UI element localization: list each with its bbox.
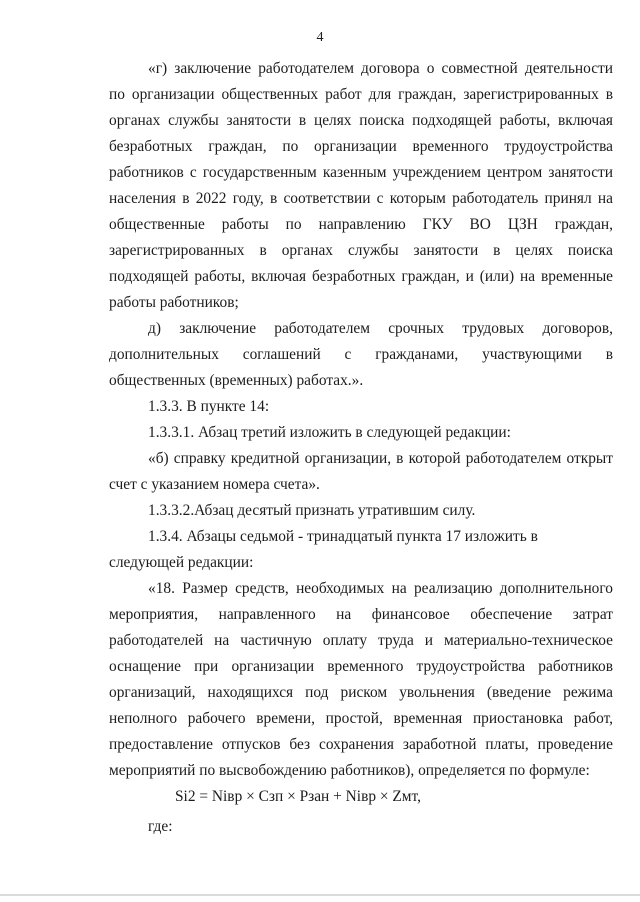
paragraph-1-3-3: 1.3.3. В пункте 14: (148, 398, 270, 415)
formula: Si2 = Niвр × Сзп × Рзан + Niвр × Zмт, (175, 788, 421, 805)
paragraph-1-3-3-2: 1.3.3.2.Абзац десятый признать утратившим силу. (148, 502, 476, 519)
paragraph-g: «г) заключение работодателем договора о совместной деятельности по организации общественных работ для граждан, зарегистрированных в органах службы занятости в целях поиска подходящей работы, включая безработных граждан, по организации временного трудоустройства работников с государственным казенным учреждением центром занятости населения в 2022 году, в соответствии с которым работодатель принял на общественные работы по направлению ГКУ ВО ЦЗН граждан, зарегистрированных в органах службы занятости в целях поиска подходящей работы, включая безработных граждан, и (или) на временные работы работников; (109, 60, 613, 311)
scan-edge-line (0, 894, 640, 896)
paragraph-1-3-3-1: 1.3.3.1. Абзац третий изложить в следующей редакции: (148, 424, 511, 441)
where-label: где: (148, 818, 173, 835)
paragraph-d: д) заключение работодателем срочных трудовых договоров, дополнительных соглашений с гражданами, участвующими в общественных (временных) работах.». (109, 320, 613, 389)
paragraph-18: «18. Размер средств, необходимых на реализацию дополнительного мероприятия, направленного на финансовое обеспечение затрат работодателей на частичную оплату труда и материально-техническое оснащение при организации временного трудоустройства работников организаций, находящихся под риском увольнения (введение режима неполного рабочего времени, простой, временная приостановка работ, предоставление отпусков без сохранения заработной платы, проведение мероприятий по высвобождению работников), определяется по формуле: (109, 580, 613, 779)
paragraph-1-3-4: 1.3.4. Абзацы седьмой - тринадцатый пункта 17 изложить в следующей редакции: (109, 528, 538, 571)
document-body (109, 56, 613, 840)
page-number: 4 (316, 30, 324, 45)
paragraph-b: «б) справку кредитной организации, в которой работодателем открыт счет с указанием номера счета». (109, 450, 613, 493)
